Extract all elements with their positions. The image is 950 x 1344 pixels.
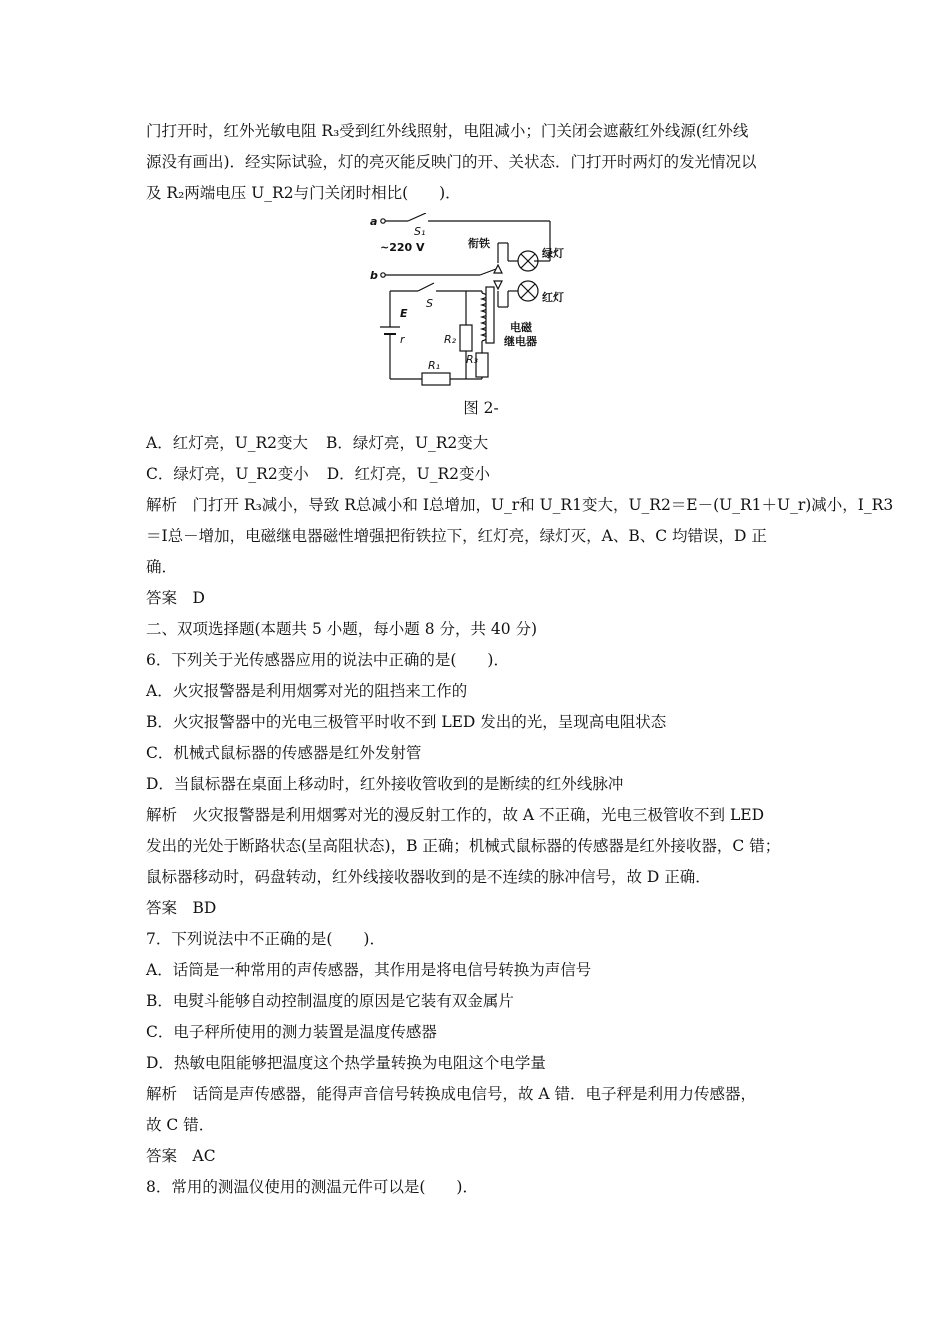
- label-s: S: [426, 297, 433, 310]
- label-voltage: ~220 V: [380, 241, 425, 254]
- label-armature: 衔铁: [468, 237, 490, 250]
- option-a: A．话筒是一种常用的声传感器，其作用是将电信号转换为声信号: [146, 961, 592, 979]
- question-stem: 6．下列关于光传感器应用的说法中正确的是( )．: [146, 651, 509, 669]
- relay-circuit-diagram: [370, 213, 590, 398]
- analysis-line: 故 C 错．: [146, 1116, 215, 1134]
- option-c: C．绿灯亮，U_R2变小: [146, 465, 309, 483]
- option-a: A．红灯亮，U_R2变大: [146, 434, 309, 452]
- analysis-line: 解析 火灾报警器是利用烟雾对光的漫反射工作的，故 A 不正确，光电三极管收不到 LED: [146, 806, 765, 824]
- question-stem: 8．常用的测温仪使用的测温元件可以是( )．: [146, 1178, 478, 1196]
- analysis-line: 确．: [146, 558, 178, 576]
- label-a: a: [370, 215, 378, 228]
- section-title: 二、双项选择题(本题共 5 小题，每小题 8 分，共 40 分): [146, 620, 538, 638]
- intro-line: 源没有画出)．经实际试验，灯的亮灭能反映门的开、关状态．门打开时两灯的发光情况以: [146, 153, 757, 171]
- intro-line: 门打开时，红外光敏电阻 R₃受到红外线照射，电阻减小；门关闭会遮蔽红外线源(红外线: [146, 122, 749, 140]
- option-c: C．电子秤所使用的测力装置是温度传感器: [146, 1023, 437, 1041]
- options-row: [146, 459, 816, 490]
- option-b: B．绿灯亮，U_R2变大: [326, 434, 489, 452]
- answer-line: 答案 BD: [146, 899, 217, 917]
- answer-line: 答案 AC: [146, 1147, 216, 1165]
- intro-paragraph: [146, 116, 816, 209]
- question-5-analysis: [146, 490, 894, 614]
- option-c: C．机械式鼠标器的传感器是红外发射管: [146, 744, 422, 762]
- circuit-figure: [146, 213, 816, 428]
- option-d: D．红灯亮，U_R2变小: [326, 465, 490, 483]
- option-a: A．火灾报警器是利用烟雾对光的阻挡来工作的: [146, 682, 468, 700]
- answer-line: 答案 D: [146, 589, 205, 607]
- option-b: B．电熨斗能够自动控制温度的原因是它装有双金属片: [146, 992, 514, 1010]
- label-s1: S₁: [414, 225, 426, 238]
- analysis-line: 解析 门打开 R₃减小，导致 R总减小和 I总增加，U_r和 U_R1变大，U_R2＝E－(U_R1＋U_r)减小，I_R3: [146, 496, 894, 514]
- question-8: [146, 1172, 816, 1203]
- analysis-line: 解析 话筒是声传感器，能得声音信号转换成电信号，故 A 错．电子秤是利用力传感器，: [146, 1085, 757, 1103]
- label-green-lamp: 绿灯: [542, 247, 564, 260]
- label-r: r: [400, 333, 405, 346]
- options-row: [146, 428, 816, 459]
- label-r1: R₁: [428, 359, 441, 372]
- analysis-line: 鼠标器移动时，码盘转动，红外线接收器收到的是不连续的脉冲信号，故 D 正确．: [146, 868, 711, 886]
- question-stem: 7．下列说法中不正确的是( )．: [146, 930, 385, 948]
- question-5-options: [146, 428, 816, 490]
- label-relay-line2: 继电器: [504, 335, 537, 348]
- label-red-lamp: 红灯: [542, 291, 564, 304]
- analysis-line: ＝I总－增加，电磁继电器磁性增强把衔铁拉下，红灯亮，绿灯灭，A、B、C 均错误，D 正: [146, 527, 767, 545]
- label-b: b: [370, 269, 378, 282]
- option-d: D．当鼠标器在桌面上移动时，红外接收管收到的是断续的红外线脉冲: [146, 775, 624, 793]
- analysis-line: 发出的光处于断路状态(呈高阻状态)，B 正确；机械式鼠标器的传感器是红外接收器，C 错；: [146, 837, 781, 855]
- label-r2: R₂: [444, 333, 457, 346]
- question-6: [146, 645, 816, 924]
- document-page: [146, 116, 894, 1203]
- label-relay-line1: 电磁: [510, 321, 532, 334]
- label-r3: R₃: [466, 353, 479, 366]
- question-7: [146, 924, 816, 1172]
- figure-caption: 图 2-: [463, 399, 499, 417]
- option-b: B．火灾报警器中的光电三极管平时收不到 LED 发出的光，呈现高电阻状态: [146, 713, 667, 731]
- option-d: D．热敏电阻能够把温度这个热学量转换为电阻这个电学量: [146, 1054, 546, 1072]
- label-e: E: [400, 307, 408, 320]
- intro-line: 及 R₂两端电压 U_R2与门关闭时相比( )．: [146, 184, 461, 202]
